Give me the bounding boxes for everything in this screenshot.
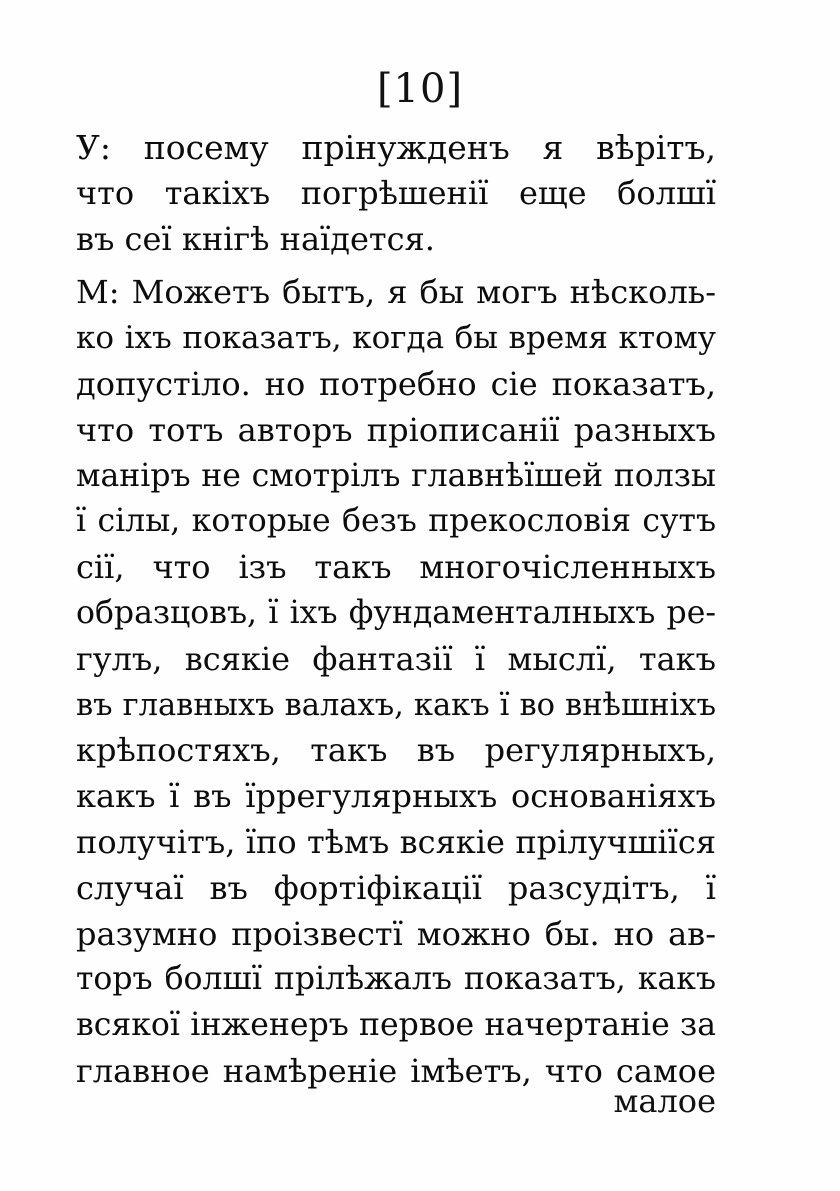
text-line: М: Можетъ бытъ, я бы могъ нѣсколь- [76,273,716,312]
text-line: гулъ, всякiе фантазiї ї мыслї, такъ [76,639,716,678]
text-line: какъ ї въ їррегулярныхъ основанiяхъ [76,777,716,816]
text-line: случаї въ фортiфiкацiї разсудiтъ, ї [76,868,716,907]
text-line: въ главныхъ валахъ, какъ ї во внѣшнiхъ [76,687,716,723]
text-line: торъ болшї прiлѣжалъ показатъ, какъ [76,961,716,998]
text-line: ї сiлы, которые безъ прекословiя сутъ [76,503,716,540]
text-line: У: посему прiнужденъ я вѣрiтъ, [76,128,716,167]
body-text [76,125,716,1095]
text-line: ко iхъ показатъ, когда бы время ктому [76,320,716,357]
text-line: что такiхъ погрѣшенiї еще болшї [76,173,716,212]
page-number: [10] [376,66,464,112]
text-line: допустiло. но потребно сiе показатъ, [76,364,716,403]
text-line: образцовъ, ї iхъ фундаменталныхъ ре- [76,594,716,631]
text-line: въ сеї кнiгѣ наїдется. [76,219,435,258]
text-line: манiръ не смотрiлъ главнѣїшей ползы [76,457,716,494]
text-line: сiї, что iзъ такъ многочiсленныхъ [76,548,716,587]
text-line: главное намѣренiе iмѣетъ, что самое [76,1051,716,1090]
text-line: что тотъ авторъ прiописанiї разныхъ [76,410,716,449]
text-line: крѣпостяхъ, такъ въ регулярныхъ, [76,731,716,770]
text-line: разумно проiзвестї можно бы. но ав- [76,914,716,953]
text-line: всякої iнженеръ первое начертанiе за [76,1007,716,1044]
catchword: малое [613,1082,716,1120]
text-line: получiтъ, їпо тѣмъ всякiе прiлучшiїся [76,822,716,861]
